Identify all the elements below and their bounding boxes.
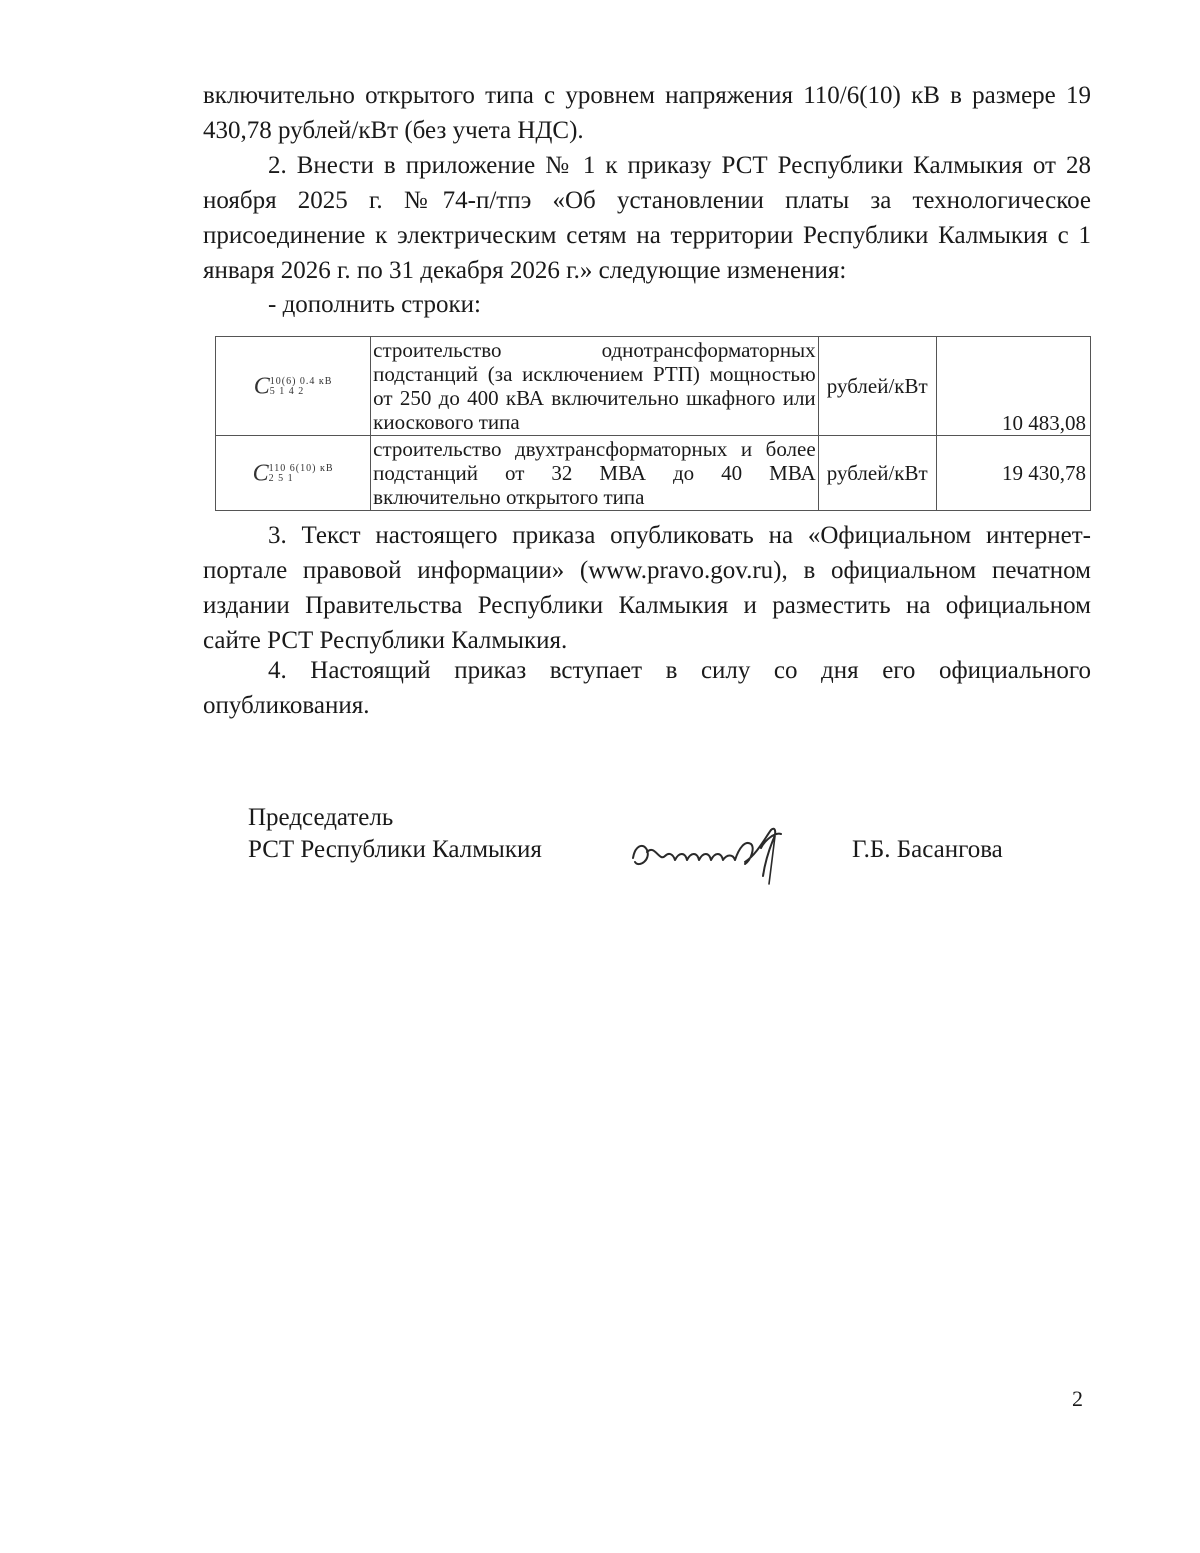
table-row — [216, 337, 1091, 436]
paragraph-continuation: включительно открытого типа с уровнем напряжения 110/6(10) кВ в размере 19 430,78 рублей/кВт (без учета НДС). — [203, 82, 1091, 144]
rate-code-indices — [270, 377, 333, 397]
signatory-title-line-2: РСТ Республики Калмыкия — [248, 836, 542, 863]
rate-code-subscript: 2 5 1 — [268, 472, 294, 484]
paragraph-item-4: 4. Настоящий приказ вступает в силу со дня его официального опубликования. — [203, 657, 1091, 719]
rate-code-superscript: 110 6(10) кВ — [268, 462, 334, 474]
page-number: 2 — [1072, 1386, 1083, 1411]
rate-code-cell — [216, 337, 371, 436]
tariff-table — [215, 336, 1091, 511]
description-cell: строительство однотрансформаторных подстанций (за исключением РТП) мощностью от 250 до 400 кВА включительно шкафного или киоскового типа — [371, 337, 819, 436]
rate-code-symbol: C — [252, 460, 269, 487]
rate-code-subscript: 5 1 4 2 — [269, 385, 305, 397]
unit-cell: рублей/кВт — [818, 337, 936, 436]
table-row — [216, 436, 1091, 511]
description-cell: строительство двухтрансформаторных и более подстанций от 32 МВА до 40 МВА включительно открытого типа — [371, 436, 819, 511]
handwritten-signature — [625, 818, 795, 890]
rate-code-superscript: 10(6) 0.4 кВ — [269, 375, 333, 387]
signatory-title-line-1: Председатель — [248, 804, 394, 831]
paragraph-dash-item: - дополнить строки: — [268, 291, 481, 318]
value-cell: 10 483,08 — [936, 337, 1090, 436]
paragraph-item-2: 2. Внести в приложение № 1 к приказу РСТ Республики Калмыкия от 28 ноября 2025 г. №74-п/тпэ «Об установлении платы за технологическое присоединение к электрическим сетям на территории Республики Калмыкия с 1 января 2026 г. по 31 декабря 2026 г.» следующие изменения: — [203, 152, 1091, 284]
signatory-name: Г.Б. Басангова — [852, 836, 1003, 863]
value-cell: 19 430,78 — [936, 436, 1090, 511]
rate-code-cell — [216, 436, 371, 511]
rate-code-symbol: C — [253, 373, 270, 400]
paragraph-item-3: 3. Текст настоящего приказа опубликовать на «Официальном интернет-портале правовой информации» (www.pravo.gov.ru), в официальном печатном издании Правительства Республики Калмыкия и разместить на официальном сайте РСТ Республики Калмыкия. — [203, 522, 1091, 654]
unit-cell: рублей/кВт — [818, 436, 936, 511]
rate-code-indices — [269, 464, 334, 484]
